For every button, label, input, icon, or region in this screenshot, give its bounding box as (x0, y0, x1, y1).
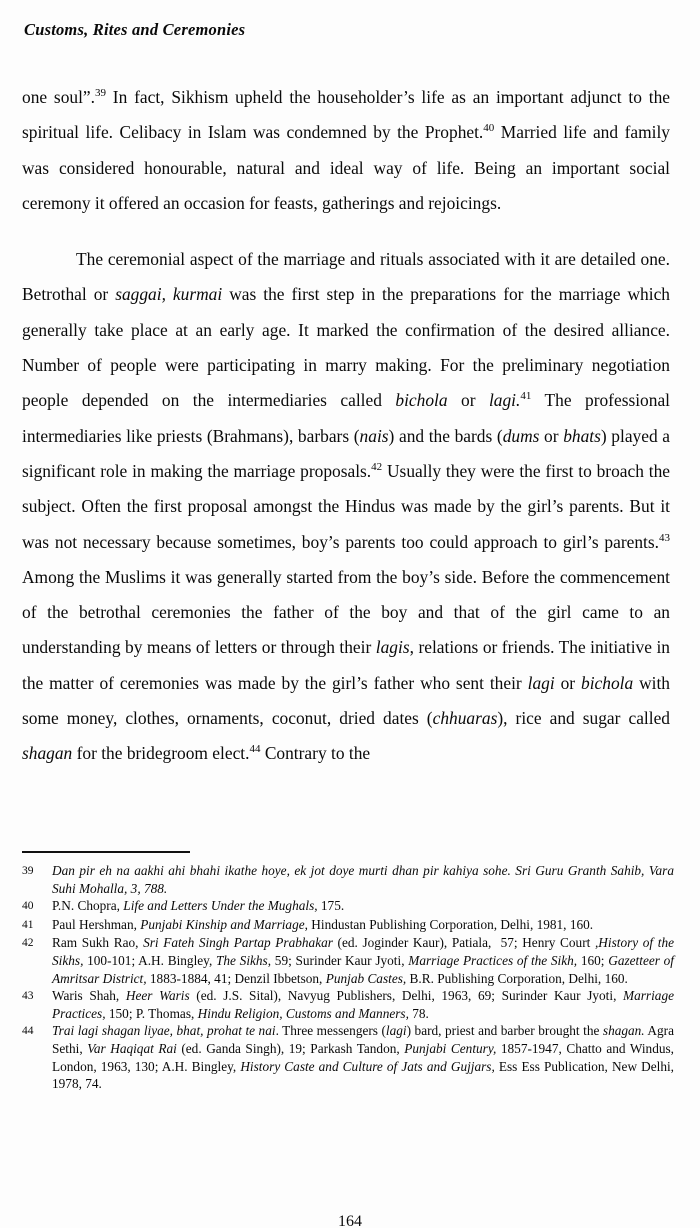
footnote-text: Trai lagi shagan liyae, bhat, prohat te nai. Three messengers (lagi) bard, priest and barber brought the shagan. Agra Sethi, Var Haqiqat Rai (ed. Ganda Singh), 19; Parkash Tandon, Punjabi Century, 1857-1947, Chatto and Windus, London, 1963, 130; A.H. Bingley, History Caste and Culture of Jats and Gujjars, Ess Ess Publication, New Delhi, 1978, 74. (52, 1023, 675, 1092)
footnote-number: 43 (22, 990, 34, 1003)
footnote-item (22, 916, 674, 935)
footnote-item (22, 897, 674, 916)
footnote-item (22, 987, 674, 1022)
footnote-number: 42 (22, 937, 34, 950)
footnote-number: 44 (22, 1025, 34, 1038)
body-text (22, 80, 670, 772)
footnote-text: Ram Sukh Rao, Sri Fateh Singh Partap Prabhakar (ed. Joginder Kaur), Patiala, 57; Henry Court ,History of the Sikhs, 100-101; A.H. Bingley, The Sikhs, 59; Surinder Kaur Jyoti, Marriage Practices of the Sikh, 160; Gazetteer of Amritsar District, 1883-1884, 41; Denzil Ibbetson, Punjab Castes, B.R. Publishing Corporation, Delhi, 160. (52, 935, 674, 986)
footnote-item (22, 862, 674, 897)
page-number: 164 (338, 1213, 362, 1228)
footnote-text: P.N. Chopra, Life and Letters Under the Mughals, 175. (52, 898, 345, 914)
paragraph-ceremonial-aspect: The ceremonial aspect of the marriage and rituals associated with it are detailed one. Betrothal or saggai, kurmai was the first step in the preparations for the marriage which generally take place at an early age. It marked the confirmation of the desired alliance. Number of people were participating in marry making. For the preliminary negotiation people depended on the intermediaries called bichola or lagi.$^{41}$ The professional intermediaries like priests (Brahmans), barbars (nais) and the bards (dums or bhats) played a significant role in making the marriage proposals.$^{42}$ Usually they were the first to broach the subject. Often the first proposal amongst the Hindus was made by the girl’s parents. But it was not necessary because sometimes, boy’s parents too could approach to girl’s parents.$^{43}$ Among the Muslims it was generally started from the boy’s side. Before the commencement of the betrothal ceremonies the father of the boy and that of the girl came to an understanding by means of letters or through their lagis, relations or friends. The initiative in the matter of ceremonies was made by the girl’s father who sent their lagi or bichola with some money, clothes, ornaments, coconut, dried dates (chhuaras), rice and sugar called shagan for the bridegroom elect.$^{44}$ Contrary to the (22, 249, 671, 764)
paragraph-continuation: one soul”.$^{39}$ In fact, Sikhism upheld the householder’s life as an important adjunct to the spiritual life. Celibacy in Islam was condemned by the Prophet.$^{40}$ Married life and family was considered honourable, natural and ideal way of life. Being an important social ceremony it offered an occasion for feasts, gatherings and rejoicings. (22, 87, 670, 213)
footnote-item (22, 1022, 674, 1092)
footnote-number: 41 (22, 918, 34, 931)
footnote-list (22, 862, 674, 1093)
footnote-number: 39 (22, 865, 34, 877)
footnote-text: Paul Hershman, Punjabi Kinship and Marriage, Hindustan Publishing Corporation, Delhi, 1981, 160. (52, 916, 594, 932)
footnote-separator-rule (22, 851, 190, 853)
footnote-item (22, 934, 674, 987)
running-head: Customs, Rites and Ceremonies (24, 20, 246, 39)
footnote-text: Dan pir eh na aakhi ahi bhahi ikathe hoye, ek jot doye murti dhan pir kahiya sohe. Sri Guru Granth Sahib, Vara Suhi Mohalla, 3, 788. (52, 863, 674, 896)
footnote-text: Waris Shah, Heer Waris (ed. J.S. Sital), Navyug Publishers, Delhi, 1963, 69; Surinder Kaur Jyoti, Marriage Practices, 150; P. Thomas, Hindu Religion, Customs and Manners, 78. (52, 988, 674, 1021)
footnote-number: 40 (22, 900, 34, 913)
footnotes-section (22, 862, 674, 1093)
